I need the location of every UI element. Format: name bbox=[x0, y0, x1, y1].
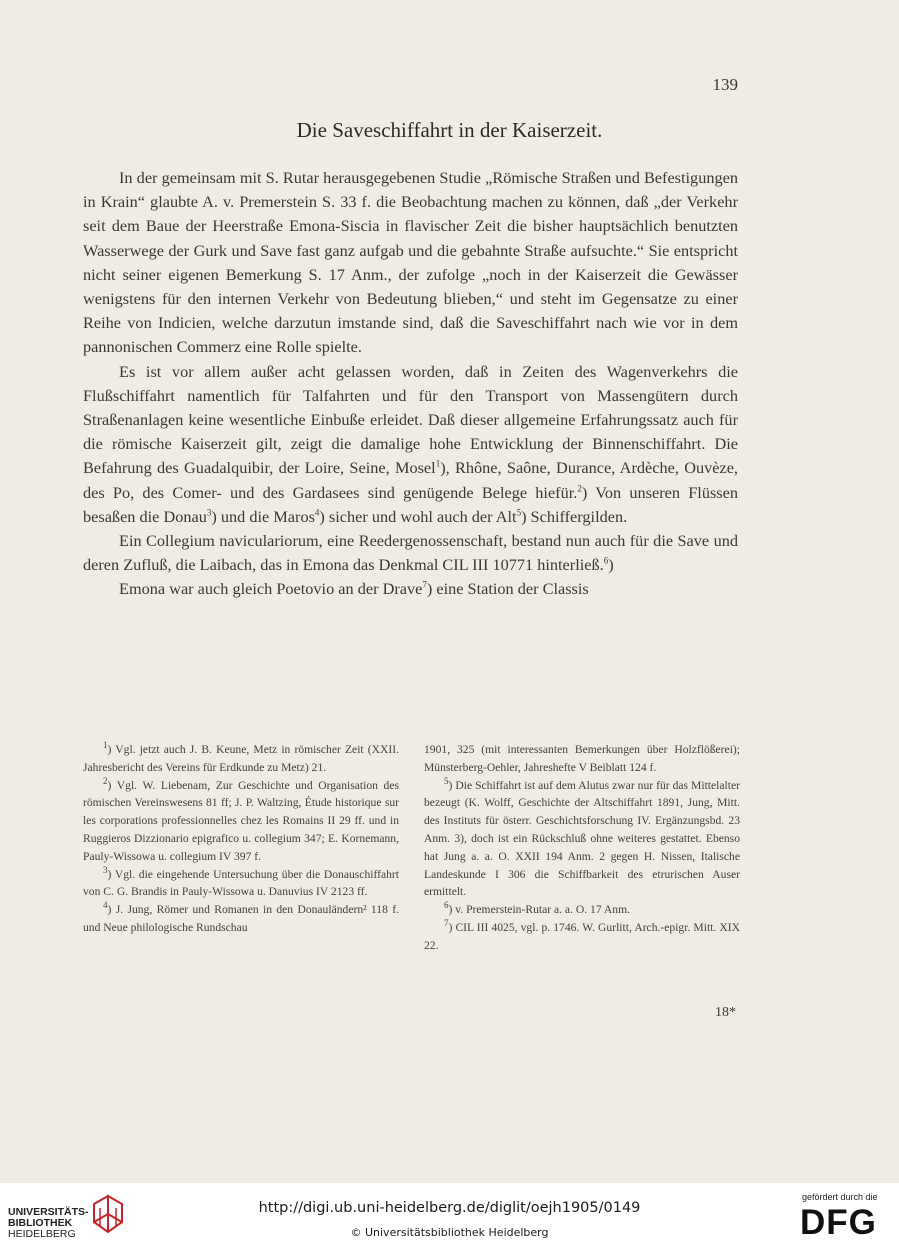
viewer-footer bbox=[0, 1183, 899, 1250]
footnote: $^6$) v. Premerstein-Rutar a. a. O. 17 Anm. bbox=[444, 900, 630, 917]
paragraph-4: Emona war auch gleich Poetovio an der Drave$^7$) eine Station der Classis bbox=[119, 579, 589, 599]
footnote-ref: 6 bbox=[603, 555, 609, 566]
footnote-ref: 1 bbox=[435, 459, 441, 470]
footnote: $^7$) CIL III 4025, vgl. p. 1746. W. Gurlitt, Arch.-epigr. Mitt. XIX 22. bbox=[424, 918, 740, 952]
paragraph-2: Es ist vor allem außer acht gelassen worden, daß in Zeiten des Wagenverkehrs die Flußschiffahrt namentlich für Talfahrten und für den Transport von Massengütern durch Straßenanlagen keine wesentliche Einbuße erleidet. Daß dieser allgemeine Erfahrungssatz auch für die römische Kaiserzeit gilt, zeigt die damalige hohe Entwicklung der Binnenschiffahrt. Die Befahrung des Guadalquibir, der Loire, Seine, Mosel$^1$), Rhône, Saône, Durance, Ardèche, Ouvèze, des Po, des Comer- und des Gardasees sind genügende Belege hiefür.$^2$) Von unseren Flüssen besaßen die Donau$^3$) und die Maros$^4$) sicher und wohl auch der Alt$^5$) Schiffergilden. bbox=[83, 361, 738, 526]
footnote-continuation: 1901, 325 (mit interessanten Bemerkungen über Holzflößerei); Münsterberg-Oehler, Jahreshefte V Beiblatt 124 f. bbox=[424, 743, 740, 774]
footnotes-right-column bbox=[424, 741, 740, 955]
footnotes-left-column bbox=[83, 741, 399, 937]
funding-note: gefördert durch die bbox=[802, 1192, 878, 1202]
page-number: 139 bbox=[712, 75, 738, 94]
footnote-ref: 4 bbox=[314, 507, 320, 518]
chapter-title: Die Saveschiffahrt in der Kaiserzeit. bbox=[296, 118, 603, 142]
main-text bbox=[83, 166, 738, 602]
footnote: $^1$) Vgl. jetzt auch J. B. Keune, Metz in römischer Zeit (XXII. Jahresbericht des Vereins für Erdkunde zu Metz) 21. bbox=[83, 740, 399, 774]
footnote-ref: 7 bbox=[422, 580, 427, 591]
footnote: $^5$) Die Schiffahrt ist auf dem Alutus zwar nur für das Mittelalter bezeugt (K. Wolff, Geschichte der Altschiffahrt 1891, Jung, Mitt. des Instituts für österr. Geschichtsforschung IV. Ergänzungsbd. 23 Anm. 3), doch ist ein Rückschluß ohne weiteres gestattet. Ebenso hat Jung a. a. O. XXII 194 Anm. 2 gegen H. Nissen, Italische Landeskunde I 306 die Schiffbarkeit des etrurischen Auser ermittelt. bbox=[424, 775, 740, 899]
paragraph-3: Ein Collegium naviculariorum, eine Reedergenossenschaft, bestand nun auch für die Save und deren Zufluß, die Laibach, das in Emona das Denkmal CIL III 10771 hinterließ.$^6$) bbox=[83, 531, 738, 575]
footnote-ref: 3 bbox=[206, 507, 212, 518]
footnote-ref: 5 bbox=[516, 507, 522, 518]
sheet-signature: 18* bbox=[715, 1005, 736, 1020]
dfg-logo: DFG bbox=[800, 1203, 877, 1242]
footnote-ref: 2 bbox=[577, 483, 582, 494]
footnote: $^3$) Vgl. die eingehende Untersuchung über die Donauschiffahrt von C. G. Brandis in Pauly-Wissowa u. Danuvius IV 2123 ff. bbox=[83, 864, 399, 899]
paragraph-1: In der gemeinsam mit S. Rutar herausgegebenen Studie „Römische Straßen und Befestigungen in Krain“ glaubte A. v. Premerstein S. 33 f. die Beobachtung machen zu können, daß „der Verkehr seit dem Baue der Heerstraße Emona-Siscia in flavischer Zeit die bisher hauptsächlich benutzten Wasserwege der Gurk und Save fast ganz aufgab und die gebahnte Straße aufsuchte.“ Sie entspricht nicht seiner eigenen Bemerkung S. 17 Anm., der zufolge „noch in der Kaiserzeit die Gewässer wenigstens für den internen Verkehr von Bedeutung blieben,“ und steht im Gegensatze zu einer Reihe von Indicien, welche darzutun imstande sind, daß die Saveschiffahrt nach wie vor in dem pannonischen Commerz eine Rolle spielte. bbox=[83, 168, 738, 357]
permalink[interactable]: http://digi.ub.uni-heidelberg.de/diglit/oejh1905/0149 bbox=[258, 1200, 641, 1216]
library-name: UNIVERSITÄTS- BIBLIOTHEK HEIDELBERG bbox=[8, 1206, 89, 1240]
footnote: $^2$) Vgl. W. Liebenam, Zur Geschichte und Organisation des römischen Vereinswesens 81 ff; J. P. Waltzing, Étude historique sur les corporations professionnelles chez les Romains II 29 ff. und in Ruggieros Dizzionario epigrafico u. collegium 347; E. Kornemann, Pauly-Wissowa u. collegium IV 397 f. bbox=[83, 775, 399, 863]
footnote: $^4$) J. Jung, Römer und Romanen in den Donauländern² 118 f. und Neue philologische Rundschau bbox=[83, 900, 399, 934]
copyright-notice: © Universitätsbibliothek Heidelberg bbox=[350, 1226, 549, 1239]
